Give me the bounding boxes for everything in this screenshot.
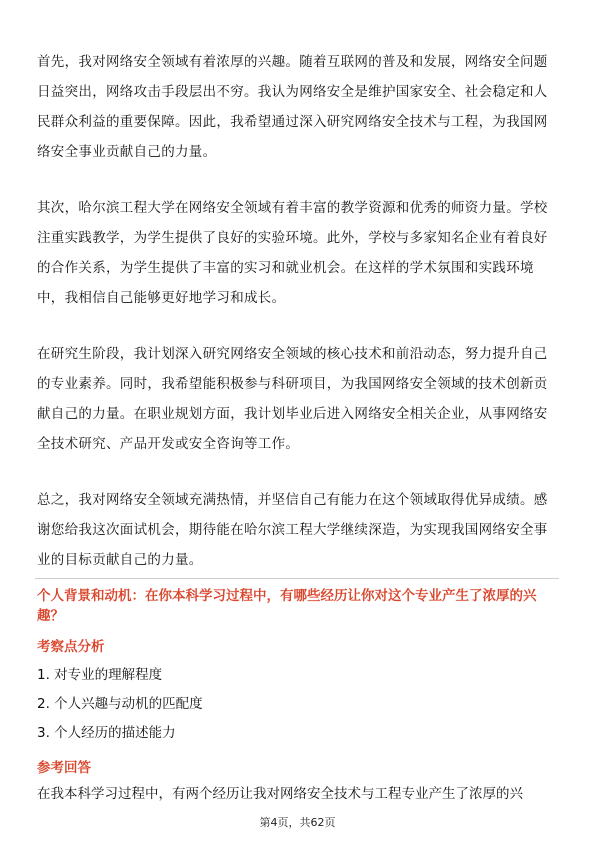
analysis-title: 考察点分析	[37, 639, 105, 655]
analysis-point: 1. 对专业的理解程度	[37, 667, 163, 683]
reference-title: 参考回答	[37, 760, 91, 776]
reference-answer-text: 在我本科学习过程中，有两个经历让我对网络安全技术与工程专业产生了浓厚的兴	[37, 786, 523, 802]
section-divider	[35, 578, 559, 579]
page-number: 第4页，共62页	[259, 816, 336, 829]
analysis-point: 3. 个人经历的描述能力	[37, 725, 176, 741]
analysis-point: 2. 个人兴趣与动机的匹配度	[37, 696, 203, 712]
paragraph-university: 其次，哈尔滨工程大学在网络安全领域有着丰富的教学资源和优秀的师资力量。学校注重实践教学，为学生提供了良好的实验环境。此外，学校与多家知名企业有着良好的合作关系，为学生提供了丰富的实习和就业机会。在这样的学术氛围和实践环境中，我相信自己能够更好地学习和成长。	[37, 200, 548, 306]
paragraph-conclusion: 总之，我对网络安全领域充满热情，并坚信自己有能力在这个领域取得优异成绩。感谢您给我这次面试机会，期待能在哈尔滨工程大学继续深造，为实现我国网络安全事业的目标贡献自己的力量。	[37, 492, 548, 568]
paragraph-interest: 首先，我对网络安全领域有着浓厚的兴趣。随着互联网的普及和发展，网络安全问题日益突出，网络攻击手段层出不穷。我认为网络安全是维护国家安全、社会稳定和人民群众利益的重要保障。因此，我希望通过深入研究网络安全技术与工程，为我国网络安全事业贡献自己的力量。	[37, 54, 548, 160]
interview-question: 个人背景和动机：在你本科学习过程中，有哪些经历让你对这个专业产生了浓厚的兴趣？	[37, 588, 537, 624]
paragraph-plan: 在研究生阶段，我计划深入研究网络安全领域的核心技术和前沿动态，努力提升自己的专业素养。同时，我希望能积极参与科研项目，为我国网络安全领域的技术创新贡献自己的力量。在职业规划方面，我计划毕业后进入网络安全相关企业，从事网络安全技术研究、产品开发或安全咨询等工作。	[37, 346, 548, 452]
